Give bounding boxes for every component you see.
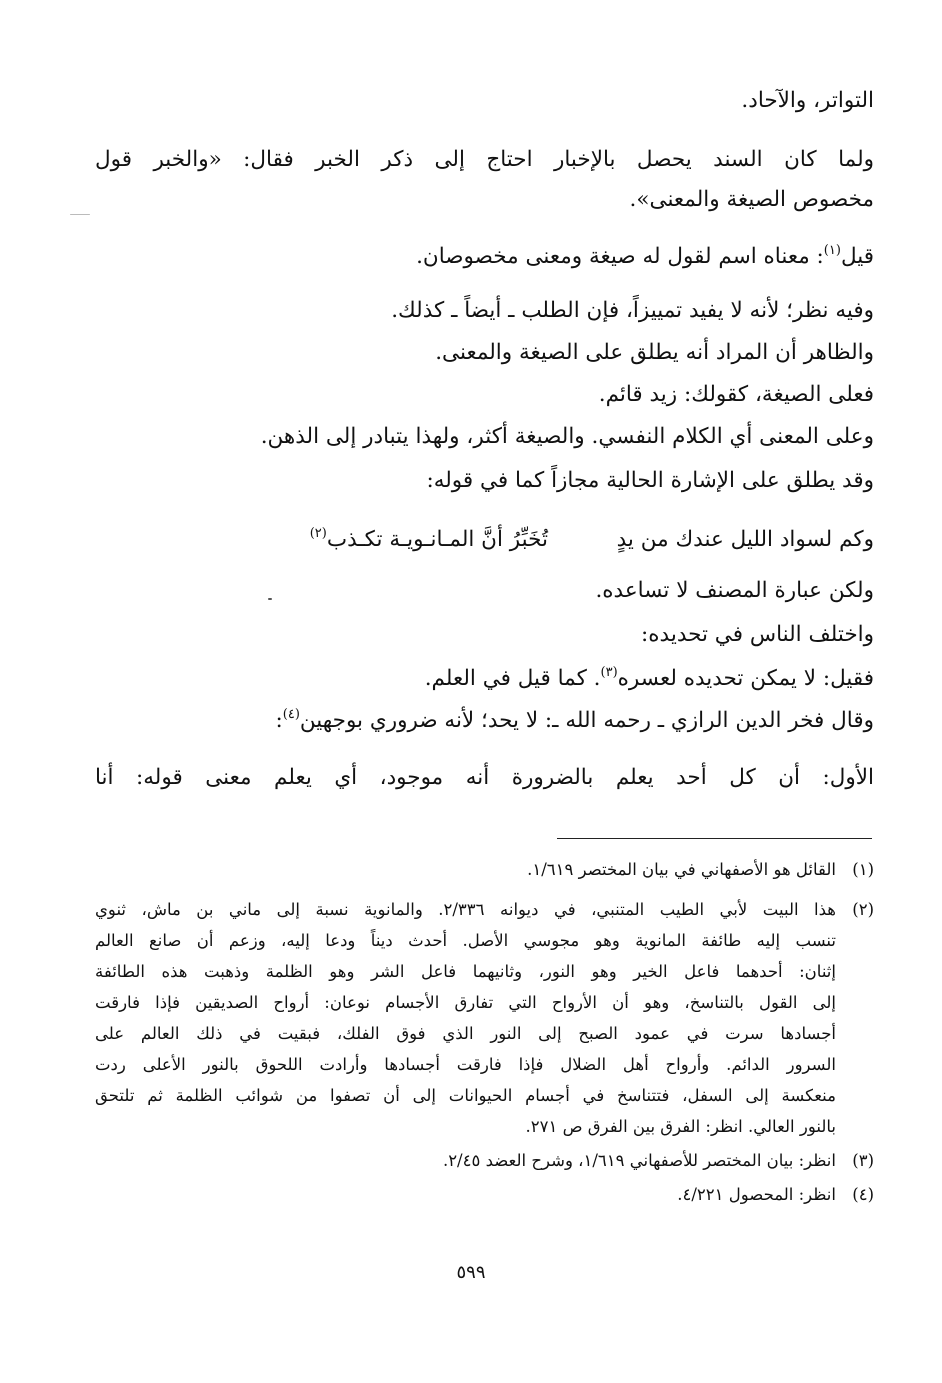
verse-hemistich-2	[310, 525, 548, 555]
body-line-13	[425, 664, 874, 694]
text-span: فقيل: لا يمكن تحديده لعسره	[617, 666, 874, 691]
footnote-ref-1: (١)	[823, 243, 841, 258]
text-span: : معناه اسم لقول له صيغة ومعنى مخصوصان.	[416, 244, 824, 269]
footnote-ref-2: (٢)	[309, 526, 327, 541]
body-line-4	[416, 242, 874, 272]
footnote-2-line-7: منعكسة إلى السفل، فتتناسخ في أجسام الحيوانات إلى أن تصفوا من شوائب الظلمة ثم تلتحق	[95, 1086, 836, 1105]
text-span: تُخَبِّرُ أنَّ المـانـويـة تكـذب	[326, 527, 548, 552]
body-line-12: واختلف الناس في تحديده:	[641, 622, 874, 647]
scan-mark	[70, 214, 90, 215]
body-line-1: التواتر، والآحاد.	[741, 88, 874, 113]
footnote-2-line-4: إلى القول بالتناسخ، وهو أن الأرواح التي تفارق الأجسام نوعان: أرواح الصديقين فإذا فارقت	[95, 993, 836, 1012]
footnote-number: (٣)	[852, 1151, 874, 1170]
page-number: ٥٩٩	[456, 1262, 486, 1283]
scan-speck	[268, 598, 272, 600]
footnote-number: (١)	[852, 860, 874, 879]
text-span: . كما قيل في العلم.	[424, 666, 601, 691]
body-line-8: وعلى المعنى أي الكلام النفسي. والصيغة أكثر، ولهذا يتبادر إلى الذهن.	[260, 424, 874, 449]
footnote-4	[677, 1182, 874, 1208]
verse-hemistich-1: وكم لسواد الليل عندك من يدٍ	[616, 527, 874, 552]
text-span: :	[275, 708, 283, 733]
footnote-2-line-1: هذا البيت لأبي الطيب المتنبي، في ديوانه ٢/٣٣٦. والمانوية نسبة إلى ماني بن ماش، ثنوي	[95, 900, 836, 919]
body-line-11: ولكن عبارة المصنف لا تساعده.	[595, 578, 874, 603]
text-span: قيل	[840, 244, 874, 269]
footnote-2-line-3: إثنان: أحدهما فاعل الخير وهو النور، وثانيهما فاعل الشر وهو الظلمة وذهبت هذه الطائفة	[95, 962, 836, 981]
body-line-7: فعلى الصيغة، كقولك: زيد قائم.	[598, 382, 874, 407]
body-line-5: وفيه نظر؛ لأنه لا يفيد تمييزاً، فإن الطلب ـ أيضاً ـ كذلك.	[391, 298, 874, 323]
body-line-3: مخصوص الصيغة والمعنى».	[629, 187, 874, 212]
footnote-2-line-8: بالنور العالي. انظر: الفرق بين الفرق ص ٢٧١.	[525, 1117, 836, 1136]
footnote-ref-4: (٤)	[282, 707, 300, 722]
footnote-3	[443, 1148, 874, 1174]
body-line-6: والظاهر أن المراد أنه يطلق على الصيغة والمعنى.	[435, 340, 874, 365]
body-line-14	[276, 706, 875, 736]
footnote-ref-3: (٣)	[600, 665, 618, 680]
footnote-2-line-5: أجسادها سرت في عمود الصبح إلى النور الذي فوق الفلك، فبقيت في ذلك العالم على	[95, 1024, 836, 1043]
footnote-2-line-6: السرور الدائم. وأرواح أهل الضلال فإذا فارقت أجسادها وأرادت اللحوق بالنور الأعلى ردت	[95, 1055, 836, 1074]
body-line-2: ولما كان السند يحصل بالإخبار احتاج إلى ذكر الخبر فقال: «والخبر قول	[95, 147, 874, 172]
footnote-2-line-2: تنسب إليه طائفة المانوية وهو مجوسي الأصل. أحدث ديناً ودعا إليه، وزعم أن صانع العالم	[95, 931, 836, 950]
body-line-15: الأول: أن كل أحد يعلم بالضرورة أنه موجود، أي يعلم معنى قوله: أنا	[95, 765, 874, 790]
footnote-2-number: (٢)	[852, 900, 874, 919]
footnote-text: القائل هو الأصفهاني في بيان المختصر ١/٦١٩.	[527, 860, 836, 879]
footnote-1	[527, 857, 874, 883]
footnote-number: (٤)	[852, 1185, 874, 1204]
footnote-separator	[557, 838, 872, 839]
footnote-text: انظر: المحصول ٤/٢٢١.	[677, 1185, 836, 1204]
body-line-9: وقد يطلق على الإشارة الحالية مجازاً كما في قوله:	[426, 468, 874, 493]
text-span: وقال فخر الدين الرازي ـ رحمه الله ـ: لا يحد؛ لأنه ضروري بوجهين	[299, 708, 874, 733]
footnote-text: انظر: بيان المختصر للأصفهاني ١/٦١٩، وشرح العضد ٢/٤٥.	[442, 1151, 836, 1170]
